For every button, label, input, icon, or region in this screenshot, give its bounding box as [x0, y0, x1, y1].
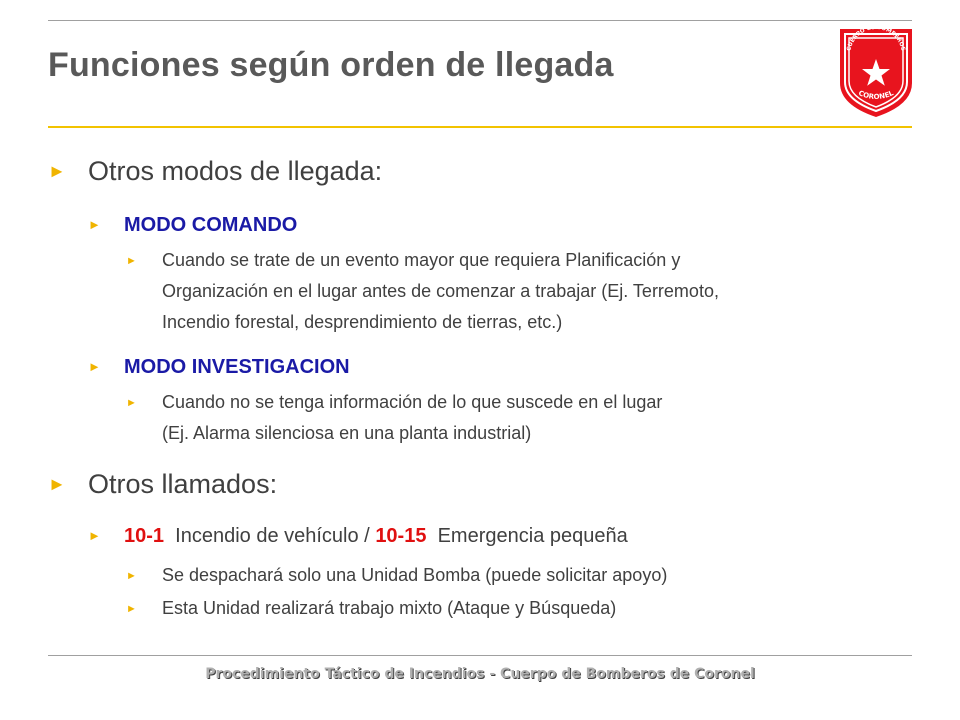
call-item-2	[126, 598, 616, 619]
code-10-1: 10-1	[124, 525, 165, 547]
triangle-right-icon: ►	[88, 359, 101, 374]
triangle-right-icon: ►	[88, 217, 101, 232]
title-underline	[48, 126, 912, 128]
comando-desc-line-1	[126, 250, 680, 271]
bullet-modo-investigacion	[88, 356, 350, 379]
investigacion-desc-line-1	[126, 392, 662, 413]
calls-heading-text: Otros llamados:	[88, 469, 278, 499]
investigacion-desc-text-1: Cuando no se tenga información de lo que suscede en el lugar	[162, 392, 663, 412]
footer-divider	[48, 655, 912, 656]
bullet-calls-heading	[48, 469, 277, 500]
call-item-1	[126, 565, 667, 586]
investigacion-desc-line-2: (Ej. Alarma silenciosa en una planta industrial)	[162, 423, 532, 443]
page-title: Funciones según orden de llegada	[48, 46, 614, 84]
bomberos-coronel-logo	[836, 25, 916, 119]
triangle-right-icon: ►	[126, 570, 137, 582]
comando-desc-text-1: Cuando se trate de un evento mayor que requiera Planificación y	[162, 250, 681, 270]
modo-comando-label: MODO COMANDO	[124, 214, 298, 236]
code-10-15-text: Emergencia pequeña	[437, 525, 628, 547]
comando-desc-line-2: Organización en el lugar antes de comenzar a trabajar (Ej. Terremoto,	[162, 281, 719, 301]
triangle-right-icon: ►	[126, 255, 137, 267]
comando-desc-line-3: Incendio forestal, desprendimiento de tierras, etc.)	[162, 312, 563, 332]
call-item-text-1: Se despachará solo una Unidad Bomba (puede solicitar apoyo)	[162, 565, 668, 585]
bullet-modo-comando	[88, 214, 297, 237]
bullet-modes-heading	[48, 156, 382, 187]
triangle-right-icon: ►	[126, 603, 137, 615]
triangle-right-icon: ►	[48, 161, 66, 181]
code-10-15: 10-15	[375, 525, 427, 547]
top-divider	[48, 20, 912, 21]
triangle-right-icon: ►	[88, 528, 101, 543]
modo-investigacion-label: MODO INVESTIGACION	[124, 356, 350, 378]
logo-bottom-text: CORONEL	[857, 89, 895, 102]
footer-text: Procedimiento Táctico de Incendios - Cuerpo de Bomberos de Coronel	[205, 666, 755, 682]
call-item-text-2: Esta Unidad realizará trabajo mixto (Ataque y Búsqueda)	[162, 598, 617, 618]
logo-top-text: CUERPO de BOMBEROS	[846, 25, 906, 52]
triangle-right-icon: ►	[126, 397, 137, 409]
code-10-1-text: Incendio de vehículo /	[175, 525, 370, 547]
bullet-call-codes	[88, 525, 628, 548]
modes-heading-text: Otros modos de llegada:	[88, 156, 383, 186]
triangle-right-icon: ►	[48, 474, 66, 494]
